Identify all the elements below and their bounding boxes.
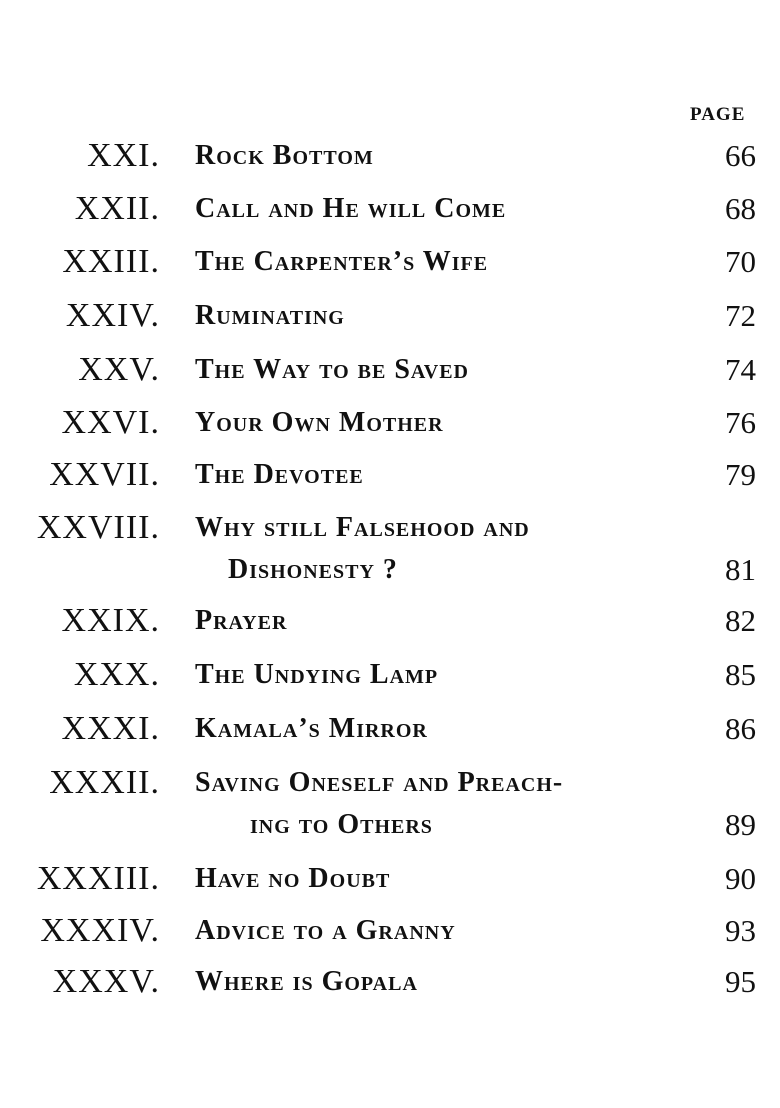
chapter-title: The Devotee (195, 459, 364, 490)
chapter-title-continuation: ing to Others (250, 809, 433, 840)
page-number: 74 (725, 352, 756, 387)
page-number: 89 (725, 807, 756, 842)
chapter-numeral: XXVIII. (36, 509, 160, 546)
chapter-title: Your Own Mother (195, 407, 444, 438)
chapter-numeral: XXX. (73, 656, 160, 693)
page-number: 66 (725, 138, 756, 173)
page-number: 72 (725, 298, 756, 333)
chapter-title: The Undying Lamp (195, 659, 439, 690)
chapter-title: Prayer (195, 605, 288, 636)
chapter-numeral: XXIV. (65, 297, 160, 334)
chapter-title: Why still Falsehood and (195, 512, 530, 543)
page-number: 68 (725, 191, 756, 226)
page-number: 76 (725, 405, 756, 440)
page-number: 79 (725, 457, 756, 492)
chapter-title: Kamala’s Mirror (195, 713, 428, 744)
chapter-title: Call and He will Come (195, 193, 507, 224)
chapter-title: The Way to be Saved (195, 354, 469, 385)
chapter-numeral: XXIII. (62, 243, 160, 280)
chapter-title-continuation: Dishonesty ? (228, 554, 398, 585)
chapter-numeral: XXVII. (49, 456, 160, 493)
page-number: 85 (725, 657, 756, 692)
chapter-numeral: XXXIV. (40, 912, 160, 949)
chapter-numeral: XXXV. (52, 963, 160, 1000)
page-number: 81 (725, 552, 756, 587)
page-number: 95 (725, 964, 756, 999)
chapter-numeral: XXII. (74, 190, 160, 227)
page-number: 86 (725, 711, 756, 746)
chapter-numeral: XXV. (78, 351, 160, 388)
page-number: 90 (725, 861, 756, 896)
chapter-numeral: XXI. (87, 137, 160, 174)
chapter-title: Advice to a Granny (195, 915, 456, 946)
chapter-title: Where is Gopala (195, 966, 418, 997)
page-number: 82 (725, 603, 756, 638)
chapter-title: Ruminating (195, 300, 345, 331)
page-number: 70 (725, 244, 756, 279)
chapter-title: Rock Bottom (195, 140, 374, 171)
chapter-title: The Carpenter’s Wife (195, 246, 489, 277)
chapter-numeral: XXXI. (61, 710, 160, 747)
page-column-header: PAGE (690, 104, 746, 125)
chapter-title: Have no Doubt (195, 863, 391, 894)
chapter-numeral: XXXII. (49, 764, 160, 801)
chapter-numeral: XXVI. (61, 404, 160, 441)
chapter-numeral: XXIX. (61, 602, 160, 639)
page-number: 93 (725, 913, 756, 948)
chapter-title: Saving Oneself and Preach- (195, 767, 564, 798)
chapter-numeral: XXXIII. (36, 860, 160, 897)
